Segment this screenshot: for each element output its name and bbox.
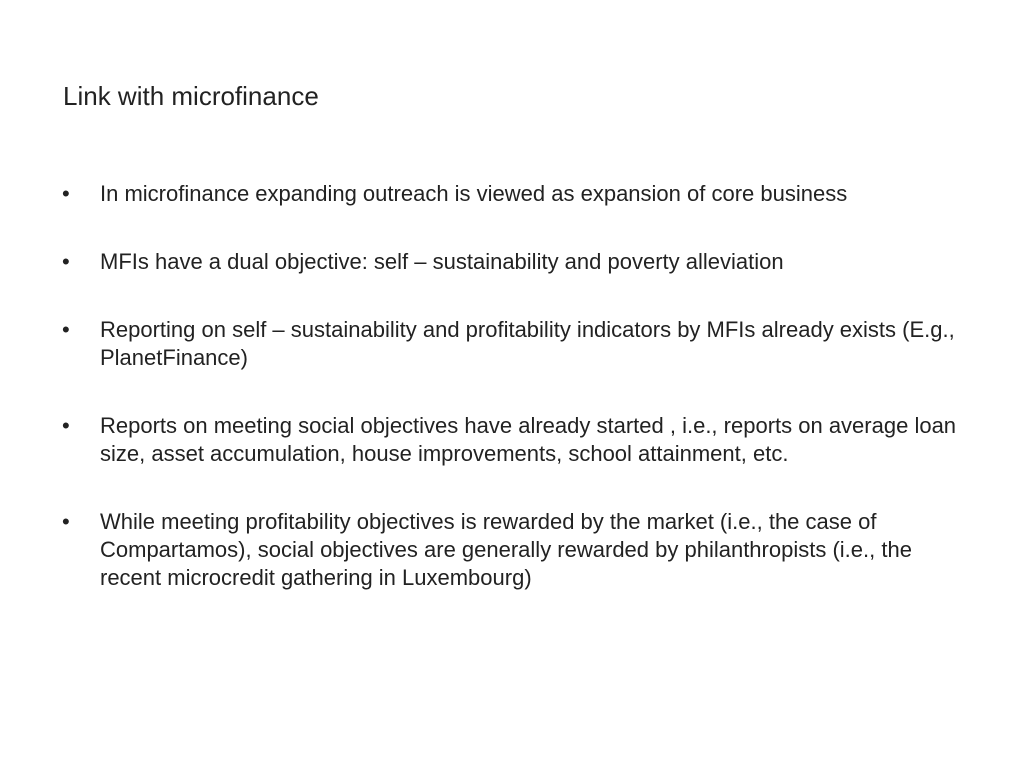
bullet-list — [62, 180, 962, 592]
bullet-item — [62, 508, 962, 592]
bullet-icon: • — [62, 181, 70, 206]
bullet-icon: • — [62, 509, 70, 534]
bullet-item — [62, 316, 962, 372]
bullet-icon: • — [62, 317, 70, 342]
bullet-text: MFIs have a dual objective: self – sustainability and poverty alleviation — [100, 249, 784, 274]
bullet-icon: • — [62, 413, 70, 438]
bullet-text: In microfinance expanding outreach is viewed as expansion of core business — [100, 181, 848, 206]
bullet-icon: • — [62, 249, 70, 274]
bullet-item — [62, 412, 962, 468]
slide-title: Link with microfinance — [63, 81, 319, 111]
bullet-item — [62, 180, 962, 208]
bullet-text: Reporting on self – sustainability and profitability indicators by MFIs already exists (E.g., PlanetFinance) — [100, 317, 955, 370]
bullet-item — [62, 248, 962, 276]
bullet-text: While meeting profitability objectives is rewarded by the market (i.e., the case of Compartamos), social objectives are generally rewarded by philanthropists (i.e., the recent microcredit gathering in Luxembourg) — [100, 509, 912, 590]
bullet-text: Reports on meeting social objectives have already started , i.e., reports on average loan size, asset accumulation, house improvements, school attainment, etc. — [100, 413, 957, 466]
